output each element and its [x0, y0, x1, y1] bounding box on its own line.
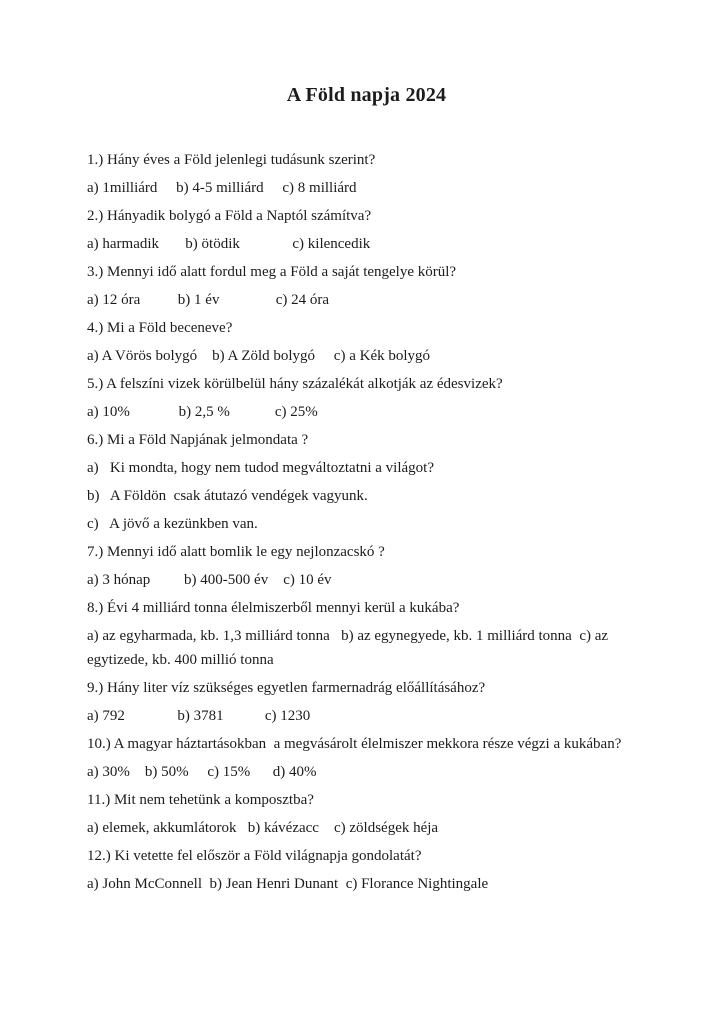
question-7-text: 7.) Mennyi idő alatt bomlik le egy nejlonzacskó ? [87, 544, 385, 560]
question-5 [87, 372, 646, 424]
question-2-answers: a) harmadik b) ötödik c) kilencedik [87, 236, 371, 252]
question-11-text: 11.) Mit nem tehetünk a komposztba? [87, 792, 314, 808]
question-2 [87, 204, 646, 256]
question-5-text: 5.) A felszíni vizek körülbelül hány százalékát alkotják az édesvizek? [87, 376, 503, 392]
question-3 [87, 260, 646, 312]
question-1-text: 1.) Hány éves a Föld jelenlegi tudásunk szerint? [87, 152, 376, 168]
question-4-text: 4.) Mi a Föld beceneve? [87, 320, 233, 336]
question-7-answers: a) 3 hónap b) 400-500 év c) 10 év [87, 572, 332, 588]
question-12-text: 12.) Ki vetette fel először a Föld világnapja gondolatát? [87, 848, 422, 864]
question-10-answers: a) 30% b) 50% c) 15% d) 40% [87, 764, 317, 780]
question-6-answer-b: b) A Földön csak átutazó vendégek vagyunk. [87, 488, 368, 504]
question-8-answers-line-2: egytizede, kb. 400 millió tonna [87, 652, 274, 668]
question-8-text: 8.) Évi 4 milliárd tonna élelmiszerből mennyi kerül a kukába? [87, 600, 460, 616]
question-6-answer-a: a) Ki mondta, hogy nem tudod megváltoztatni a világot? [87, 460, 434, 476]
question-4-answers: a) A Vörös bolygó b) A Zöld bolygó c) a Kék bolygó [87, 348, 431, 364]
question-12 [87, 844, 646, 896]
question-8-answers-line-1: a) az egyharmada, kb. 1,3 milliárd tonna b) az egynegyede, kb. 1 milliárd tonna c) az [87, 628, 609, 644]
question-3-answers: a) 12 óra b) 1 év c) 24 óra [87, 292, 330, 308]
question-5-answers: a) 10% b) 2,5 % c) 25% [87, 404, 318, 420]
question-1 [87, 148, 646, 200]
question-4 [87, 316, 646, 368]
question-6-answer-c: c) A jövő a kezünkben van. [87, 516, 258, 532]
question-6-text: 6.) Mi a Föld Napjának jelmondata ? [87, 432, 309, 448]
question-7 [87, 540, 646, 592]
question-11 [87, 788, 646, 840]
question-3-text: 3.) Mennyi idő alatt fordul meg a Föld a saját tengelye körül? [87, 264, 457, 280]
question-2-text: 2.) Hányadik bolygó a Föld a Naptól számítva? [87, 208, 372, 224]
question-9-answers: a) 792 b) 3781 c) 1230 [87, 708, 311, 724]
question-9-text: 9.) Hány liter víz szükséges egyetlen farmernadrág előállításához? [87, 680, 486, 696]
question-10-text: 10.) A magyar háztartásokban a megvásárolt élelmiszer mekkora része végzi a kukában? [87, 736, 622, 752]
question-12-answers: a) John McConnell b) Jean Henri Dunant c) Florance Nightingale [87, 876, 489, 892]
question-9 [87, 676, 646, 728]
question-8 [87, 596, 646, 672]
page-title: A Föld napja 2024 [286, 84, 447, 106]
question-1-answers: a) 1milliárd b) 4-5 milliárd c) 8 milliárd [87, 180, 357, 196]
question-10 [87, 732, 646, 784]
question-6 [87, 428, 646, 536]
question-11-answers: a) elemek, akkumlátorok b) kávézacc c) zöldségek héja [87, 820, 439, 836]
